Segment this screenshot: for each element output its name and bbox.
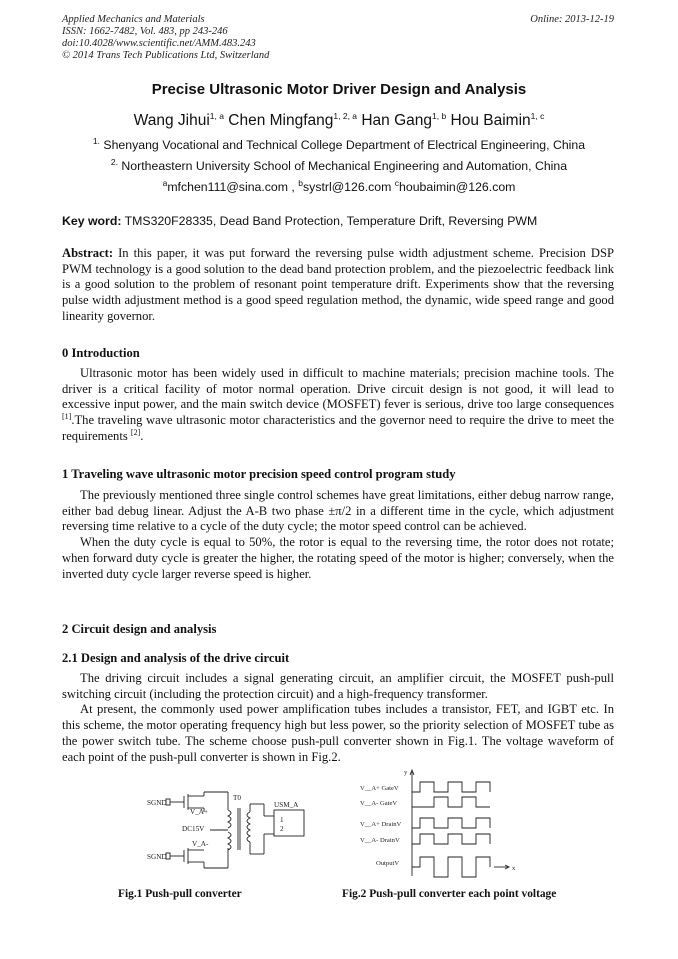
- affiliation-text: Northeastern University School of Mechanical Engineering and Automation, China: [121, 159, 568, 173]
- email-address: mfchen111@sina.com ,: [167, 180, 295, 194]
- section-heading-1: 1 Traveling wave ultrasonic motor precision speed control program study: [62, 467, 456, 481]
- author-sup: 1, 2, a: [333, 110, 358, 121]
- section-1-body: [62, 488, 614, 582]
- va-minus-label: V_A-: [192, 840, 209, 848]
- author-name: Chen Mingfang: [228, 112, 334, 129]
- author-sup: 1, b: [432, 110, 447, 121]
- abstract-text: In this paper, it was put forward the reversing pulse width adjustment scheme. Precision DSP PWM technology is a good solution to the dead band protection problem, and the piezoelectric feedback link is a good solution to the problem of resonant point temperature drift. Experiments show that the reversing pulse width adjustment method is a good speed regulation method, the dynamic, wide speed range and good linearity governor.: [62, 246, 614, 323]
- signal-label-va-plus-gate: V__A+ GateV: [360, 785, 399, 792]
- online-date: Online: 2013-12-19: [530, 14, 614, 25]
- section-heading-2: 2 Circuit design and analysis: [62, 622, 217, 636]
- abstract-label: Abstract:: [62, 246, 114, 260]
- citation-ref: [1]: [62, 411, 72, 421]
- sgnd-bottom-label: SGND: [147, 853, 167, 861]
- introduction-body: [62, 366, 614, 445]
- email-sup: c: [394, 177, 400, 188]
- email-sup: b: [298, 177, 304, 188]
- paragraph-text: Ultrasonic motor has been widely used in difficult to machine materials; precision machine tools. The driver is a critical facility of motor normal operation. Drive circuit design is not good, it will lead to excessive input power, and the main switch device (MOSFET) fever is serious, drive too large consequences: [62, 366, 614, 412]
- email-sup: a: [162, 177, 168, 188]
- author-sup: 1, c: [530, 110, 545, 121]
- author-name: Han Gang: [361, 112, 433, 129]
- paragraph-text: .The traveling wave ultrasonic motor characteristics and the governor need to require the drive to meet the requirements: [62, 413, 614, 443]
- affiliation-sup: 2.: [110, 156, 118, 167]
- journal-name: Applied Mechanics and Materials: [62, 14, 205, 25]
- keywords-label: Key word:: [62, 214, 122, 228]
- paragraph: The driving circuit includes a signal generating circuit, an amplifier circuit, the MOSFET push-pull switching circuit (including the protection circuit) and a high-frequency transformer.: [62, 671, 614, 701]
- keywords-text: TMS320F28335, Dead Band Protection, Temperature Drift, Reversing PWM: [124, 214, 538, 228]
- affiliation-1: [0, 135, 678, 152]
- y-axis-label: y: [404, 769, 408, 776]
- figure-2-caption: Fig.2 Push-pull converter each point voltage: [342, 888, 557, 900]
- paragraph: At present, the commonly used power amplification tubes includes a transistor, FET, and IGBT etc. In this scheme, the motor operating frequency high but less power, so the priority selection of MOSFET tube as the power switch tube. The scheme choose push-pull converter shown in Fig.1. The voltage waveform of each point of the push-pull converter is shown in Fig.2.: [62, 702, 614, 764]
- author-name: Hou Baimin: [450, 112, 531, 129]
- waveform-diagram: [354, 766, 534, 878]
- abstract: [62, 246, 614, 325]
- section-heading-2-1: 2.1 Design and analysis of the drive circuit: [62, 651, 290, 665]
- signal-label-va-minus-drain: V__A- DrainV: [360, 837, 400, 844]
- email-address: houbaimin@126.com: [399, 180, 516, 194]
- author-sup: 1, a: [209, 110, 224, 121]
- journal-header: [62, 14, 269, 62]
- doi-line: doi:10.4028/www.scientific.net/AMM.483.243: [62, 38, 256, 49]
- affiliation-text: Shenyang Vocational and Technical College Department of Electrical Engineering, China: [103, 138, 586, 152]
- sgnd-top-label: SGND: [147, 799, 167, 807]
- email-address: systrl@126.com: [303, 180, 392, 194]
- paragraph-text: .: [140, 428, 144, 443]
- t0-label: T0: [233, 794, 241, 802]
- signal-label-va-minus-gate: V__A- GateV: [360, 800, 398, 807]
- va-plus-label: V_A+: [190, 808, 209, 816]
- pin-1-label: 1: [280, 816, 284, 824]
- figure-1-caption: Fig.1 Push-pull converter: [118, 888, 242, 900]
- keywords: [62, 214, 537, 228]
- paragraph: When the duty cycle is equal to 50%, the rotor is equal to the reversing time, the rotor does not rotate; when forward duty cycle is greater the higher, the rotating speed of the motor is higher; conversely, when the inverted duty cycle larger reverse speed is higher.: [62, 535, 614, 581]
- signal-label-output: OutputV: [376, 860, 400, 867]
- pin-2-label: 2: [280, 825, 284, 833]
- dc-supply-label: DC15V: [182, 825, 205, 833]
- push-pull-converter-diagram: [144, 788, 314, 874]
- paragraph: The previously mentioned three single control schemes have great limitations, either debug narrow range, either bad debug linear. Adjust the A-B two phase ±π/2 in a different time in the cycle, which adjustment reversing time relative to a cycle of the duty cycle; the motor speed control can be achieved.: [62, 488, 614, 534]
- email-line: [0, 177, 678, 194]
- author-list: [0, 112, 678, 130]
- copyright-line: © 2014 Trans Tech Publications Ltd, Switzerland: [62, 50, 270, 61]
- issn-line: ISSN: 1662-7482, Vol. 483, pp 243-246: [62, 26, 228, 37]
- section-2-1-body: [62, 671, 614, 765]
- affiliation-2: [0, 156, 678, 173]
- author-name: Wang Jihui: [133, 112, 210, 129]
- paper-title: Precise Ultrasonic Motor Driver Design and Analysis: [151, 81, 527, 98]
- x-axis-label: x: [512, 865, 516, 872]
- usm-label: USM_A: [274, 801, 299, 809]
- section-heading-introduction: 0 Introduction: [62, 346, 140, 360]
- signal-label-va-plus-drain: V__A+ DrainV: [360, 821, 402, 828]
- citation-ref: [2]: [130, 427, 141, 437]
- affiliation-sup: 1.: [92, 135, 100, 146]
